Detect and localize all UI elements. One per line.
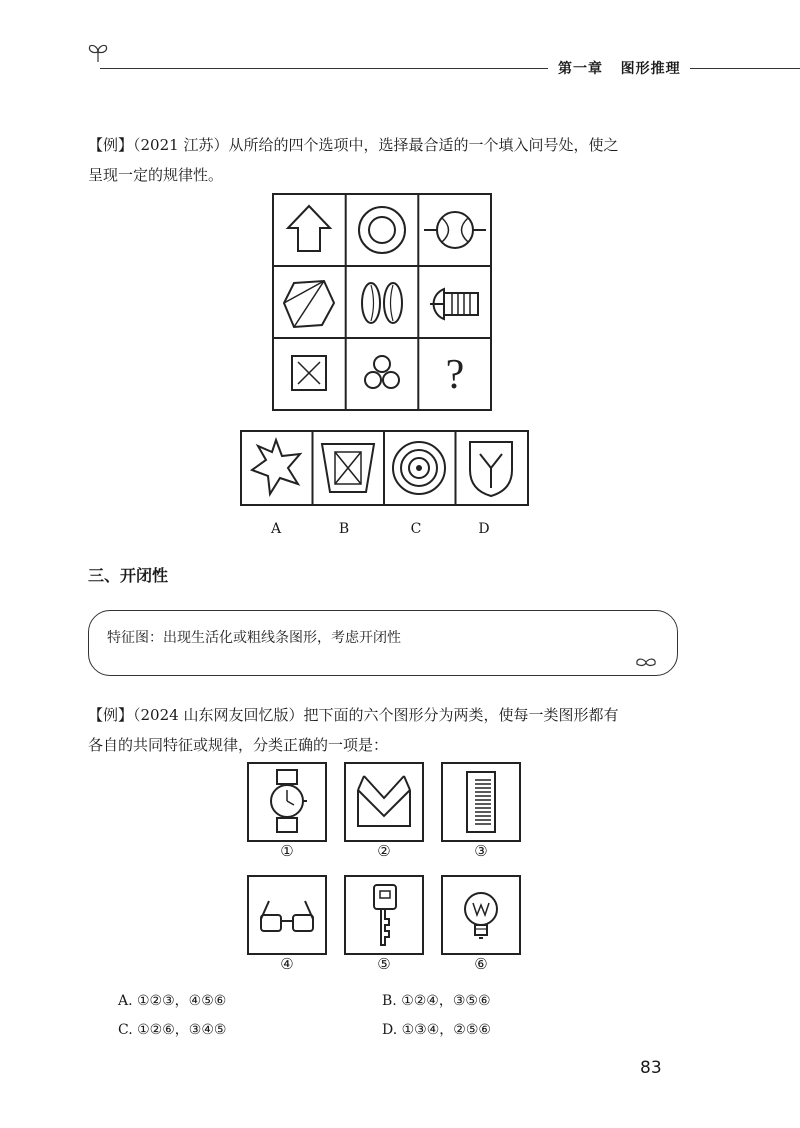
sprout-icon [635,655,657,669]
page-header-title [558,58,681,78]
figure-6-label: ⑥ [474,955,488,973]
three-circles-icon [365,356,399,388]
header-rule-left [100,68,548,69]
figure-6-lightbulb [441,875,521,955]
example1-label: 【例】 [88,136,134,154]
figure-4-glasses [247,875,327,955]
example1-question [88,130,688,190]
arrow-up-icon [288,206,330,251]
section-heading: 三、开闭性 [88,566,169,585]
feature-text: 特征图：出现生活化或粗线条图形，考虑开闭性 [107,630,401,646]
ball-line-icon [424,212,486,248]
sprout-icon [86,42,110,64]
figure-5-key [344,875,424,955]
example1-question-grid [272,193,492,411]
option-b-trapezoid-icon [322,444,374,492]
feature-callout-box [88,610,678,676]
option-a-label: A [270,521,282,537]
header-chapter: 第一章 [558,61,603,77]
figure-2-label: ② [377,842,391,860]
option-d-shield-icon [470,442,512,496]
option-c-target-icon [393,442,445,494]
answer-option-c: C. ①②⑥，③④⑤ [118,1022,227,1038]
figure-4-label: ④ [280,955,294,973]
answer-option-d: D. ①③④，②⑤⑥ [382,1022,491,1038]
example1-line1: 从所给的四个选项中，选择最合适的一个填入问号处，使之 [228,136,619,154]
option-b-label: B [338,521,350,537]
bolt-icon [430,289,478,319]
figure-5-label: ⑤ [377,955,391,973]
example1-line2: 呈现一定的规律性。 [88,166,224,184]
page-number: 83 [640,1058,662,1078]
figure-2-envelope [344,762,424,842]
example1-options-strip [240,430,530,507]
two-ovals-icon [362,283,402,323]
option-d-label: D [478,521,490,537]
figure-1-label: ① [280,842,294,860]
example2-source: （2024 山东网友回忆版） [133,706,304,724]
header-rule-right [690,68,800,69]
option-c-label: C [410,521,422,537]
example2-question [88,700,688,760]
answer-option-a: A. ①②③，④⑤⑥ [118,993,227,1009]
example2-label: 【例】 [88,706,134,724]
box-x-icon [292,356,326,390]
figure-1-watch [247,762,327,842]
example1-source: （2021 江苏） [133,136,229,154]
figure-3-label: ③ [474,842,488,860]
concentric-circles-icon [359,207,405,253]
hexagon-icon [284,281,334,327]
example2-line2: 各自的共同特征或规律，分类正确的一项是： [88,736,389,754]
option-a-star-icon [252,440,300,494]
example2-line1: 把下面的六个图形分为两类，使每一类图形都有 [303,706,619,724]
figure-3-comb [441,762,521,842]
header-topic: 图形推理 [620,61,681,77]
question-mark: ? [445,352,465,398]
answer-option-b: B. ①②④，③⑤⑥ [382,993,491,1009]
